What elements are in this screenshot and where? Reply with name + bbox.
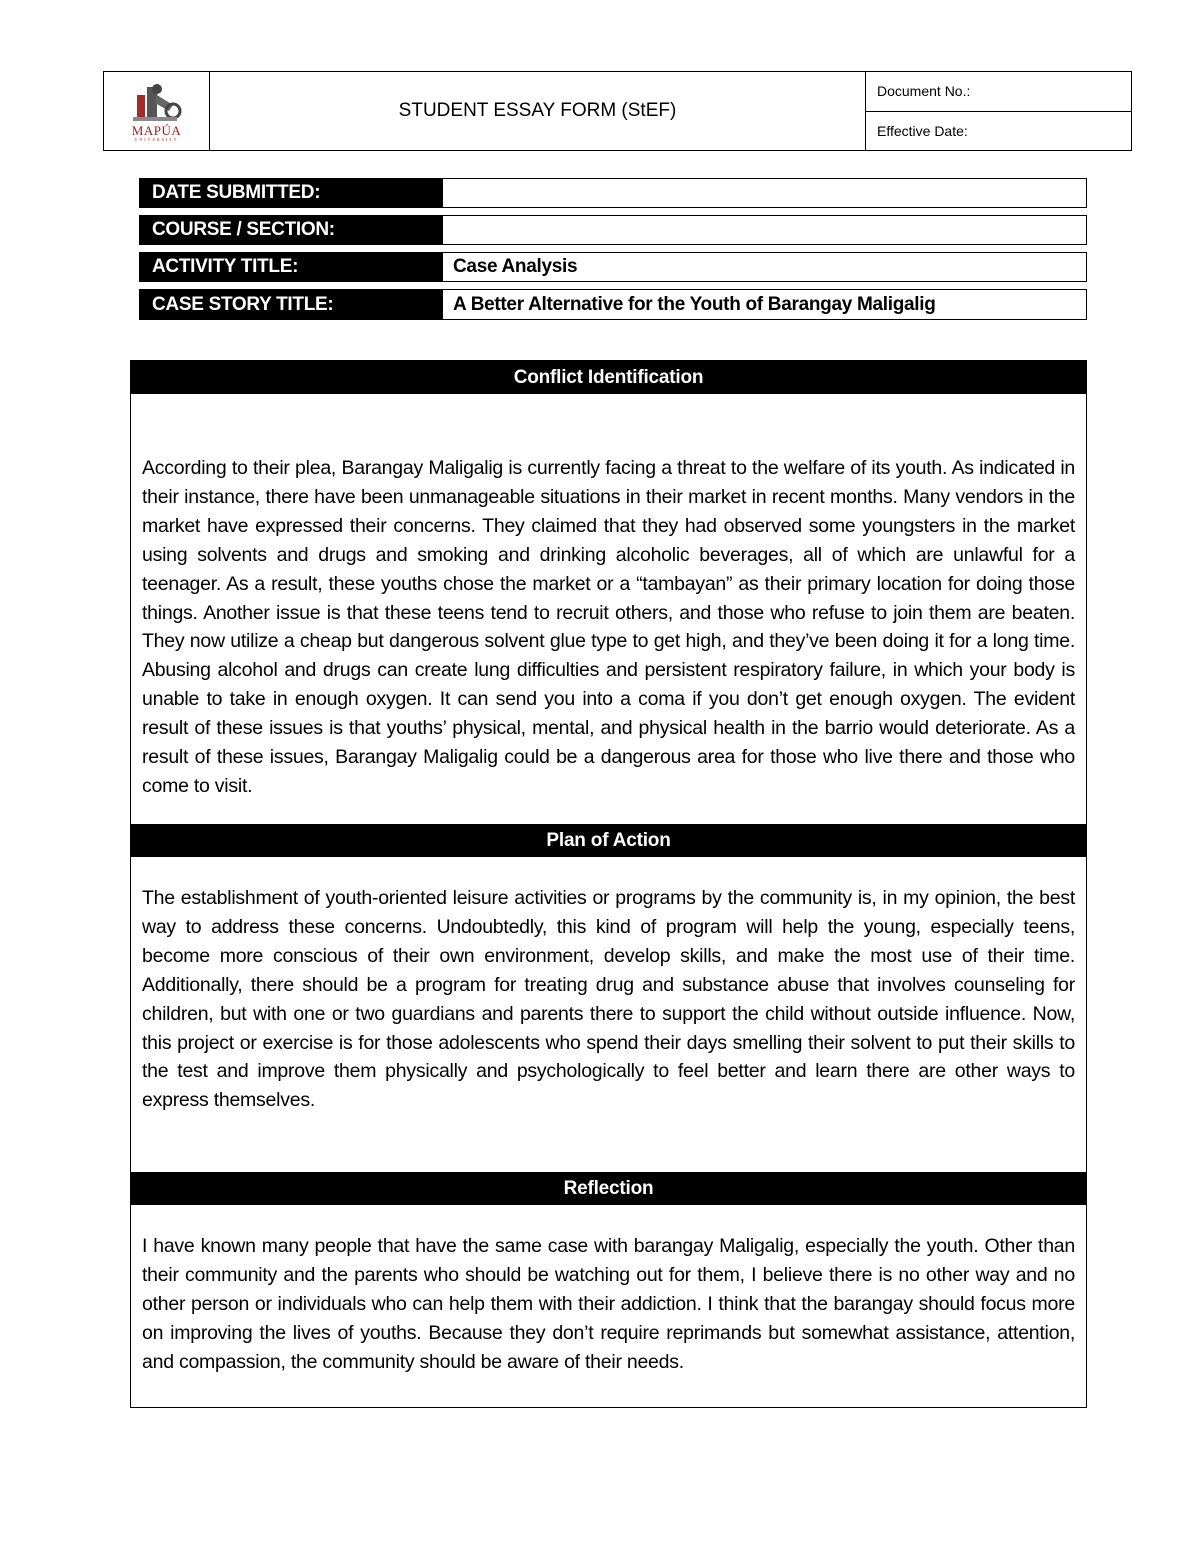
case-story-title-row <box>139 289 1087 320</box>
conflict-identification-body <box>131 394 1086 824</box>
document-no-label: Document No.: <box>866 72 1131 112</box>
logo-wordmark: MAPÚA <box>131 122 182 138</box>
course-section-field[interactable] <box>442 215 1087 245</box>
activity-title-label: ACTIVITY TITLE: <box>139 252 442 282</box>
essay-sections <box>130 360 1087 1408</box>
course-section-row <box>139 215 1087 245</box>
course-section-label: COURSE / SECTION: <box>139 215 442 245</box>
conflict-identification-text: According to their plea, Barangay Maligalig is currently facing a threat to the welfare of its youth. As indicated in their instance, there have been unmanageable situations in their market in recent months. Many vendors in the market have expressed their concerns. They claimed that they had observed some youngsters in the market using solvents and drugs and smoking and drinking alcoholic beverages, all of which are unlawful for a teenager. As a result, these youths chose the market or a “tambayan” as their primary location for doing those things. Another issue is that these teens tend to recruit others, and those who refuse to join them are beaten. They now utilize a cheap but dangerous solvent glue type to get high, and they’ve been doing it for a long time. Abusing alcohol and drugs can create lung difficulties and persistent respiratory failure, in which your body is unable to take in enough oxygen. It can send you into a coma if you don’t get enough oxygen. The evident result of these issues is that youths’ physical, mental, and physical health in the barrio would deteriorate. As a result of these issues, Barangay Maligalig could be a dangerous area for those who live there and those who come to visit. <box>142 457 1075 797</box>
plan-of-action-heading: Plan of Action <box>131 824 1086 857</box>
form-title: STUDENT ESSAY FORM (StEF) <box>210 72 866 150</box>
reflection-heading: Reflection <box>131 1172 1086 1205</box>
document-header <box>103 71 1132 151</box>
case-story-title-field[interactable]: A Better Alternative for the Youth of Barangay Maligalig <box>442 289 1087 320</box>
document-meta <box>866 72 1131 150</box>
activity-title-field[interactable]: Case Analysis <box>442 252 1087 282</box>
effective-date-label: Effective Date: <box>877 122 968 139</box>
case-story-title-label: CASE STORY TITLE: <box>139 289 442 320</box>
date-submitted-label: DATE SUBMITTED: <box>139 178 442 208</box>
plan-of-action-text: The establishment of youth-oriented leisure activities or programs by the community is, in my opinion, the best way to address these concerns. Undoubtedly, this kind of program will help the young, especially teens, become more conscious of their own environment, develop skills, and make the most use of their time. Additionally, there should be a program for treating drug and substance abuse that involves counseling for children, but with one or two guardians and parents there to support the child without outside influence. Now, this project or exercise is for those adolescents who spend their days smelling their solvent to put their skills to the test and improve them physically and psychologically to feel better and learn there are other ways to express themselves. <box>142 887 1075 1112</box>
activity-title-row <box>139 252 1087 282</box>
logo <box>104 72 210 150</box>
reflection-text: I have known many people that have the same case with barangay Maligalig, especially the youth. Other than their community and the parents who should be watching out for them, I believe there is no other way and no other person or individuals who can help them with their addiction. I think that the barangay should focus more on improving the lives of youths. Because they don’t require reprimands but somewhat assistance, attention, and compassion, the community should be aware of their needs. <box>142 1235 1075 1373</box>
info-table <box>139 178 1087 320</box>
plan-of-action-body <box>131 857 1086 1172</box>
date-submitted-field[interactable] <box>442 178 1087 208</box>
conflict-identification-heading: Conflict Identification <box>131 361 1086 394</box>
logo-subtext: UNIVERSITY <box>134 136 179 142</box>
date-submitted-row <box>139 178 1087 208</box>
reflection-body <box>131 1205 1086 1377</box>
logo-emblem-icon <box>127 81 187 125</box>
